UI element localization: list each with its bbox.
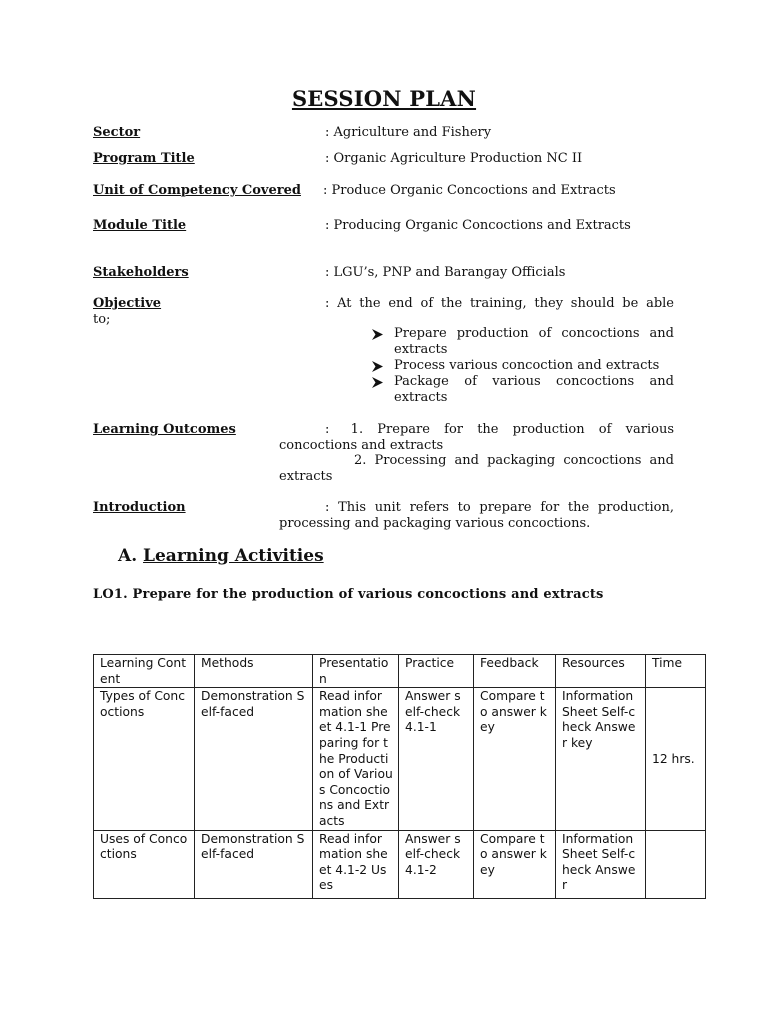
objective-bullet bbox=[372, 374, 674, 406]
page-title: SESSION PLAN bbox=[291, 86, 477, 111]
learning-outcome-2: 2. Processing and packaging concoctions and bbox=[354, 453, 674, 468]
introduction-value-cont: processing and packaging various concoctions. bbox=[279, 516, 591, 531]
sector-value: : Agriculture and Fishery bbox=[325, 125, 492, 140]
sector-label: Sector bbox=[93, 125, 141, 140]
section-a-heading bbox=[118, 546, 324, 566]
cell-practice: Answer self-check 4.1-2 bbox=[399, 830, 474, 898]
lo1-heading: LO1. Prepare for the production of various concoctions and extracts bbox=[93, 587, 604, 602]
cell-practice: Answer self-check 4.1-1 bbox=[399, 688, 474, 830]
learning-outcome-1: : 1. Prepare for the production of various bbox=[325, 422, 674, 437]
program-title-value: : Organic Agriculture Production NC II bbox=[325, 151, 583, 166]
cell-presentation: Read information sheet 4.1-1 Preparing for the Production of Various Concoctions and Extracts bbox=[313, 688, 399, 830]
header-time: Time bbox=[646, 655, 706, 688]
header-resources: Resources bbox=[556, 655, 646, 688]
objective-label: Objective bbox=[93, 296, 162, 311]
section-a-prefix: A. bbox=[118, 546, 138, 566]
cell-presentation: Read information sheet 4.1-2 Uses bbox=[313, 830, 399, 898]
module-title-label: Module Title bbox=[93, 218, 187, 233]
introduction-label: Introduction bbox=[93, 500, 186, 515]
objective-bullet bbox=[372, 358, 674, 374]
unit-value: : Produce Organic Concoctions and Extracts bbox=[323, 183, 616, 198]
cell-feedback: Compare to answer key bbox=[474, 688, 556, 830]
bullet-text: Prepare production of concoctions and extracts bbox=[394, 326, 674, 357]
learning-outcome-1-cont: concoctions and extracts bbox=[279, 438, 444, 453]
unit-label: Unit of Competency Covered bbox=[93, 183, 301, 198]
cell-time bbox=[646, 830, 706, 898]
learning-outcome-2-cont: extracts bbox=[279, 469, 333, 484]
cell-feedback: Compare to answer key bbox=[474, 830, 556, 898]
bullet-text: Package of various concoctions and extracts bbox=[394, 374, 674, 405]
table-header-row bbox=[94, 655, 706, 688]
introduction-value: : This unit refers to prepare for the production, bbox=[325, 500, 674, 515]
bullet-text: Process various concoction and extracts bbox=[394, 358, 660, 373]
stakeholders-value: : LGU’s, PNP and Barangay Officials bbox=[325, 265, 566, 280]
stakeholders-label: Stakeholders bbox=[93, 265, 189, 280]
objective-value: : At the end of the training, they should be able bbox=[325, 296, 674, 311]
learning-activities-table bbox=[93, 654, 706, 899]
table-row bbox=[94, 688, 706, 830]
header-practice: Practice bbox=[399, 655, 474, 688]
cell-methods: Demonstration Self-faced bbox=[195, 830, 313, 898]
cell-content: Uses of Concoctions bbox=[94, 830, 195, 898]
arrow-bullet-icon bbox=[372, 361, 383, 372]
objective-bullet bbox=[372, 326, 674, 358]
header-feedback: Feedback bbox=[474, 655, 556, 688]
objective-value-cont: to; bbox=[93, 312, 111, 327]
cell-time: 12 hrs. bbox=[646, 688, 706, 830]
cell-methods: Demonstration Self-faced bbox=[195, 688, 313, 830]
arrow-bullet-icon bbox=[372, 329, 383, 340]
module-title-value: : Producing Organic Concoctions and Extracts bbox=[325, 218, 631, 233]
program-title-label: Program Title bbox=[93, 151, 195, 166]
header-methods: Methods bbox=[195, 655, 313, 688]
cell-resources: Information Sheet Self-check Answer key bbox=[556, 688, 646, 830]
header-presentation: Presentation bbox=[313, 655, 399, 688]
table-row bbox=[94, 830, 706, 898]
header-learning-content: Learning Content bbox=[94, 655, 195, 688]
objective-bullet-list bbox=[372, 326, 674, 406]
arrow-bullet-icon bbox=[372, 377, 383, 388]
section-a-title: Learning Activities bbox=[143, 546, 324, 566]
learning-outcomes-label: Learning Outcomes bbox=[93, 422, 236, 437]
cell-resources: Information Sheet Self-check Answer bbox=[556, 830, 646, 898]
cell-content: Types of Concoctions bbox=[94, 688, 195, 830]
